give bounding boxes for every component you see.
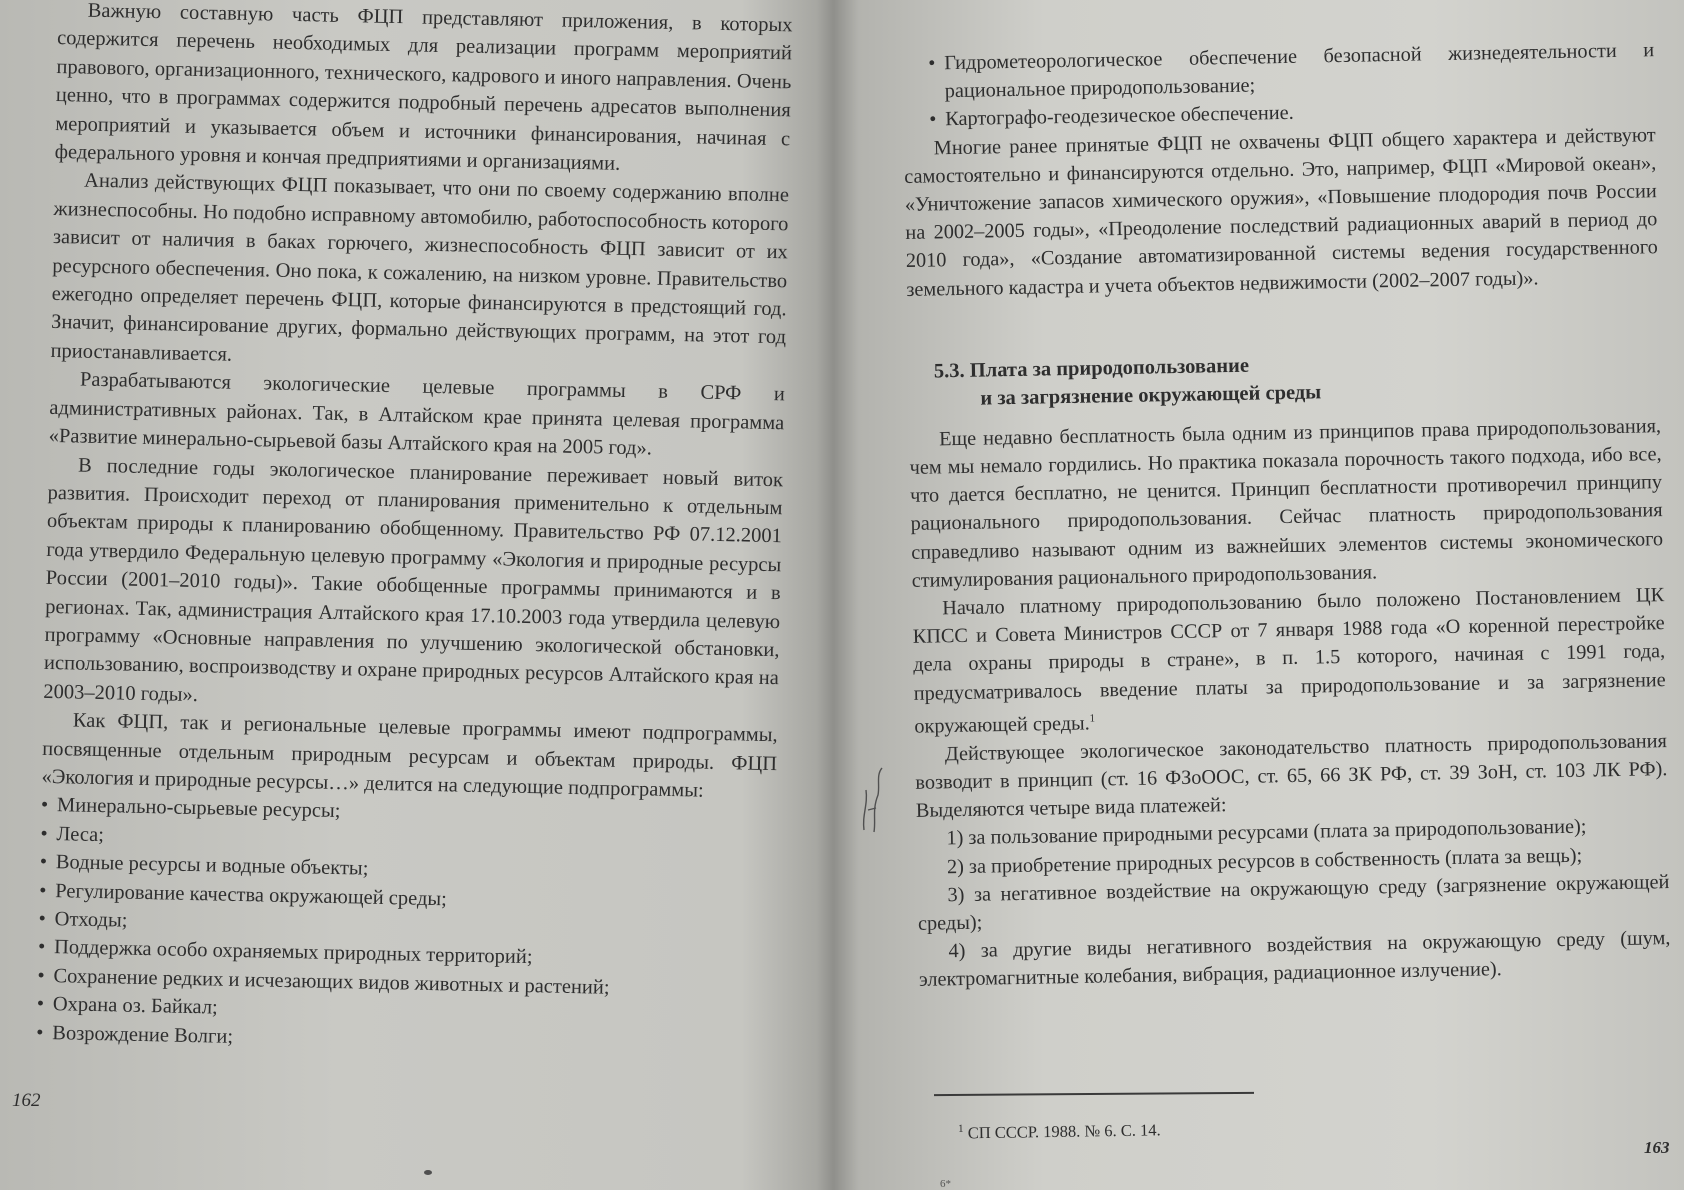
list-item: • Поддержка особо охраняемых природных территорий; bbox=[38, 933, 773, 977]
paragraph: Еще недавно бесплатность была одним из принципов права природопользования, чем мы немало гордились. Но практика показала порочность такого подхода, ибо все, что дается бесплатно, не ценится. Принцип бесплатности противоречил принципу рационального природопользования. Сейчас платность природопользования справедливо называют одним из важнейших элементов системы экономического стимулирования рационального природопользования. bbox=[909, 414, 1664, 592]
section-heading-line: и за загрязнение окружающей среды bbox=[980, 381, 1322, 410]
list-item: • Возрождение Волги; bbox=[36, 1018, 771, 1062]
paragraph bbox=[912, 581, 1667, 741]
left-page bbox=[0, 0, 800, 1190]
paragraph-text: Начало платному природопользованию было положено Постановлением ЦК КПСС и Совета Министров СССР от 7 января 1988 года «О коренной перестройке дела охраны природы в стране», в п. 1.5 которого, начиная с 1991 года, предусматривалось введение платы за природопользование и за загрязнение окружающей среды. bbox=[912, 584, 1666, 738]
footnote bbox=[958, 1120, 1161, 1144]
ink-dot bbox=[424, 1170, 432, 1175]
list-item: • Охрана оз. Байкал; bbox=[37, 990, 772, 1034]
list-item: • Гидрометеорологическое обеспечение безопасной жизнедеятельности и рациональное природопользование; bbox=[902, 36, 1655, 106]
paragraph: Важную составную часть ФЦП представляют приложения, в которых содержится перечень необходимых для реализации программ мероприятий правового, организационного, технического, кадрового и иного направления. Очень ценно, что в программах содержится подробный перечень адресатов выполнения мероприятий и указывается объем и источники финансирования, начиная с федерального уровня и кончая предприятиями и организациями. bbox=[54, 0, 793, 175]
footnote-text: СП СССР. 1988. № 6. С. 14. bbox=[967, 1120, 1161, 1143]
list-item: • Регулирование качества окружающей среды; bbox=[39, 876, 774, 920]
section-heading bbox=[908, 344, 1661, 414]
footnote-marker: 1 bbox=[958, 1122, 964, 1135]
paragraph: Действующее экологическое законодательство платность природопользования возводит в принцип (ст. 16 ФЗоООС, ст. 65, 66 ЗК РФ, ст. 39 ЗоН, ст. 103 ЛК РФ). Выделяются четыре вида платежей: bbox=[915, 729, 1668, 823]
right-page bbox=[850, 0, 1684, 1190]
paragraph: Разрабатываются экологические целевые программы в СРФ и административных районах. Так, в Алтайском крае принята целевая программа «Развитие минерально-сырьевой базы Алтайского края на 2005 год». bbox=[48, 368, 786, 460]
list-item: • Водные ресурсы и водные объекты; bbox=[40, 848, 775, 892]
footnote-reference: 1 bbox=[1089, 712, 1096, 725]
list-item: • Отходы; bbox=[38, 905, 773, 949]
section-heading-line: 5.3. Плата за природопользование bbox=[933, 354, 1250, 383]
subprogram-list-continued bbox=[902, 36, 1655, 134]
list-item: • Картографо-геодезическое обеспечение. bbox=[903, 93, 1655, 135]
payment-item: 2) за приобретение природных ресурсов в собственность (плата за вещь); bbox=[946, 844, 1583, 878]
paragraph: Анализ действующих ФЦП показывает, что они по своему содержанию вполне жизнеспособны. Но подобно исправному автомобилю, работоспособность которого зависит от наличия в баках горючего, жизнеспособность ФЦП зависит от их ресурсного обеспечения. Оно пока, к сожалению, на низком уровне. Правительство ежегодно определяет перечень ФЦП, которые финансируются в предстоящий год. Значит, финансирование других, формально действующих программ, на этот год приостанавливается. bbox=[50, 170, 790, 366]
page-number: 163 bbox=[1644, 1138, 1670, 1157]
left-page-text bbox=[36, 0, 793, 1062]
footnote-divider bbox=[934, 1092, 1254, 1096]
paragraph: Как ФЦП, так и региональные целевые программы имеют подпрограммы, посвященные отдельным природным ресурсам и объектам природы. ФЦП «Экология и природные ресурсы…» делится на следующие подпрограммы: bbox=[41, 709, 778, 802]
payment-item: 4) за другие виды негативного воздействия на окружающую среду (шум, электромагнитные колебания, вибрация, радиационное излучение). bbox=[918, 927, 1671, 992]
signature-mark: 6* bbox=[940, 1178, 951, 1190]
payment-item: 3) за негативное воздействие на окружающую среду (загрязнение окружающей среды); bbox=[917, 870, 1670, 935]
right-page-text bbox=[902, 36, 1671, 994]
list-item: • Минерально-сырьевые ресурсы; bbox=[41, 791, 776, 835]
payment-item: 1) за пользование природными ресурсами (плата за природопользование); bbox=[946, 816, 1587, 850]
subprogram-list bbox=[36, 791, 776, 1062]
paragraph: В последние годы экологическое планирование переживает новый виток развития. Происходит переход от планирования применительно к отдельным объектам природы к планированию обобщенному. Правительство РФ 07.12.2001 года утвердило Федеральную целевую программу «Экология и природные ресурсы России (2001–2010 годы)». Такие обобщенные программы принимаются и в регионах. Так, администрация Алтайского края 17.10.2003 года утвердила целевую программу «Основные направления по улучшению экологической обстановки, использованию, воспроизводству и охране природных ресурсов Алтайского края на 2003–2010 годы». bbox=[43, 454, 784, 706]
page-number: 162 bbox=[12, 1090, 41, 1111]
list-item: • Леса; bbox=[40, 820, 775, 864]
list-item: • Сохранение редких и исчезающих видов животных и растений; bbox=[37, 962, 772, 1006]
paragraph: Многие ранее принятые ФЦП не охвачены ФЦП общего характера и действуют самостоятельно и финансируются отдельно. Это, например, ФЦП «Мировой океан», «Уничтожение запасов химического оружия», «Повышение плодородия почв России на 2002–2005 годы», «Преодоление последствий радиационных аварий в период до 2010 года», «Создание автоматизированной системы ведения государственного земельного кадастра и учета объектов недвижимости (2002–2007 годы)». bbox=[904, 123, 1658, 301]
handwriting-scribble-icon bbox=[856, 760, 896, 840]
